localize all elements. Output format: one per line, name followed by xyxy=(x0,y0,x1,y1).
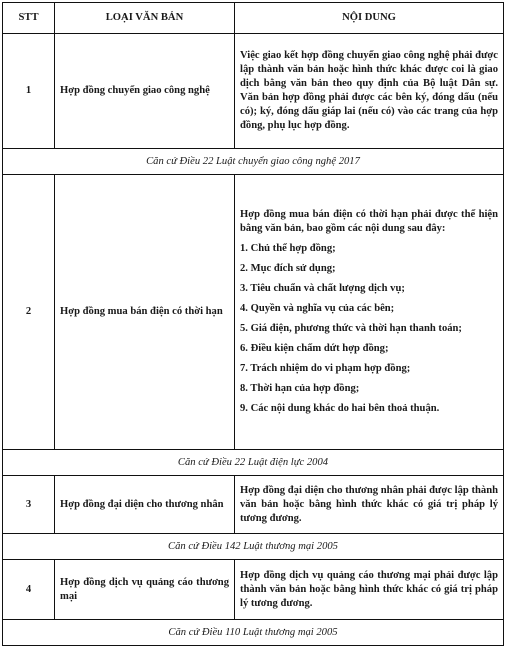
list-item: 9. Các nội dung khác do hai bên thoả thuận. xyxy=(240,403,440,414)
legal-basis: Căn cứ Điều 110 Luật thương mại 2005 xyxy=(3,620,504,646)
table-row xyxy=(3,560,504,620)
row-content: Hợp đồng dịch vụ quảng cáo thương mại phải được lập thành văn bản hoặc bằng hình thức khác có giá trị pháp lý tương đương. xyxy=(235,560,504,620)
content-intro: Hợp đồng mua bán điện có thời hạn phải được thể hiện bằng văn bản, bao gồm các nội dung sau đây: xyxy=(240,209,498,234)
row-document-type: Hợp đồng đại diện cho thương nhân xyxy=(55,476,235,534)
row-document-type: Hợp đồng chuyển giao công nghệ xyxy=(55,34,235,149)
list-item: 8. Thời hạn của hợp đồng; xyxy=(240,383,360,394)
list-item: 2. Mục đích sử dụng; xyxy=(240,263,336,274)
list-item: 7. Trách nhiệm do vi phạm hợp đồng; xyxy=(240,363,411,374)
basis-row xyxy=(3,450,504,476)
list-item: 6. Điều kiện chấm dứt hợp đồng; xyxy=(240,343,389,354)
row-content: Việc giao kết hợp đồng chuyển giao công nghệ phải được lập thành văn bản hoặc hình thức khác được coi là giao dịch bằng văn bản theo quy định của Bộ luật Dân sự. Văn bản hợp đồng phải được các bên ký, đóng dấu (nếu có); ký, đóng dấu giáp lai (nếu có) vào các trang của hợp đồng, phụ lục hợp đồng. xyxy=(235,34,504,149)
row-stt: 4 xyxy=(3,560,55,620)
header-document-type: LOẠI VĂN BẢN xyxy=(55,3,235,34)
legal-basis: Căn cứ Điều 142 Luật thương mại 2005 xyxy=(3,534,504,560)
list-item: 1. Chủ thể hợp đồng; xyxy=(240,243,336,254)
legal-basis: Căn cứ Điều 22 Luật chuyển giao công nghệ 2017 xyxy=(3,149,504,175)
row-content xyxy=(235,175,504,450)
header-stt: STT xyxy=(3,3,55,34)
row-stt: 1 xyxy=(3,34,55,149)
header-content: NỘI DUNG xyxy=(235,3,504,34)
contract-form-table xyxy=(2,2,504,646)
row-document-type: Hợp đồng dịch vụ quảng cáo thương mại xyxy=(55,560,235,620)
table-row xyxy=(3,175,504,450)
row-document-type: Hợp đồng mua bán điện có thời hạn xyxy=(55,175,235,450)
row-content: Hợp đồng đại diện cho thương nhân phải được lập thành văn bản hoặc bằng hình thức khác có giá trị pháp lý tương đương. xyxy=(235,476,504,534)
table-row xyxy=(3,34,504,149)
list-item: 4. Quyền và nghĩa vụ của các bên; xyxy=(240,303,395,314)
table-header-row xyxy=(3,3,504,34)
legal-basis: Căn cứ Điều 22 Luật điện lực 2004 xyxy=(3,450,504,476)
basis-row xyxy=(3,620,504,646)
list-item: 3. Tiêu chuẩn và chất lượng dịch vụ; xyxy=(240,283,405,294)
basis-row xyxy=(3,149,504,175)
list-item: 5. Giá điện, phương thức và thời hạn thanh toán; xyxy=(240,323,462,334)
basis-row xyxy=(3,534,504,560)
row-stt: 2 xyxy=(3,175,55,450)
row-stt: 3 xyxy=(3,476,55,534)
table-row xyxy=(3,476,504,534)
